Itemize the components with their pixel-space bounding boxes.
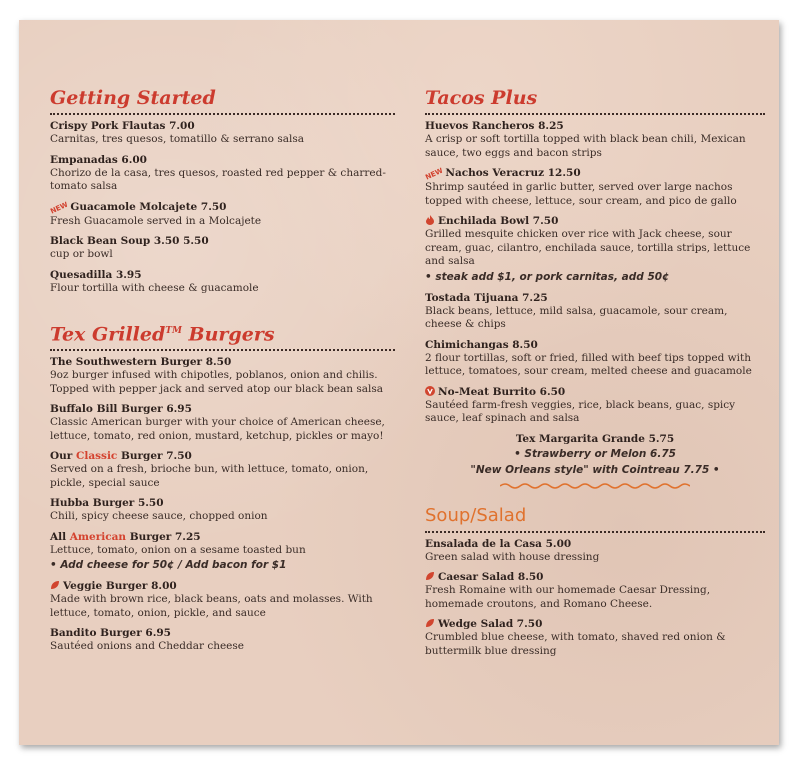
item-name: Huevos Rancheros 8.25 — [425, 120, 564, 132]
item-desc: Shrimp sautéed in garlic butter, served over large nachos topped with cheese, lettuce, sour cream, and pico de gallo — [425, 181, 737, 207]
item-name: Tostada Tijuana 7.25 — [425, 291, 548, 304]
item-name: Buffalo Bill Burger 6.95 — [50, 403, 192, 416]
item-name: Chimichangas 8.50 — [425, 338, 538, 351]
item-name: Nachos Veracruz 12.50 — [445, 167, 581, 179]
item-desc: Chorizo de la casa, tres quesos, roasted red pepper & charred-tomato salsa — [50, 166, 386, 192]
menu-item — [425, 214, 765, 285]
item-name: No-Meat Burrito 6.50 — [438, 385, 566, 398]
section-title-tacos: Tacos Plus — [425, 86, 765, 115]
item-desc: Crumbled blue cheese, with tomato, shaved red onion & buttermilk blue dressing — [425, 631, 726, 657]
menu-item — [50, 402, 395, 443]
new-badge: NEW — [49, 199, 70, 216]
item-desc: Black beans, lettuce, mild salsa, guacamole, sour cream, cheese & chips — [425, 304, 728, 330]
vegan-icon — [425, 386, 435, 396]
left-column — [50, 86, 395, 660]
leaf-icon — [50, 580, 60, 590]
item-extra: • steak add $1, or pork carnitas, add 50¢ — [425, 270, 670, 283]
item-name: Hubba Burger 5.50 — [50, 497, 164, 510]
item-name: Wedge Salad 7.50 — [438, 618, 543, 630]
item-desc: Served on a fresh, brioche bun, with lettuce, tomato, onion, pickle, special sauce — [50, 463, 369, 489]
item-desc: Made with brown rice, black beans, oats and molasses. With lettuce, tomato, onion, pickle, and sauce — [50, 593, 373, 619]
section-title-getting-started: Getting Started — [50, 86, 395, 115]
leaf-icon — [425, 618, 435, 628]
menu-item — [425, 537, 765, 565]
item-desc: Sautéed onions and Cheddar cheese — [50, 640, 244, 653]
item-desc: Chili, spicy cheese sauce, chopped onion — [50, 510, 268, 523]
item-name: Bandito Burger 6.95 — [50, 627, 171, 640]
menu-item — [425, 385, 765, 426]
menu-item — [425, 291, 765, 332]
menu-item — [425, 166, 765, 208]
leaf-icon — [425, 571, 435, 581]
menu-item — [50, 153, 395, 194]
trademark-mark: TM — [165, 326, 182, 336]
menu-item — [50, 200, 395, 229]
item-desc: A crisp or soft tortilla topped with black bean chili, Mexican sauce, two eggs and bacon strips — [425, 133, 746, 159]
item-desc: Grilled mesquite chicken over rice with Jack cheese, sour cream, guac, cilantro, enchilada sauce, tortilla strips, lettuce and salsa — [425, 228, 751, 267]
menu-item — [425, 338, 765, 379]
item-desc: Sautéed farm-fresh veggies, rice, black beans, guac, spicy sauce, leaf spinach and salsa — [425, 398, 736, 424]
item-name: Ensalada de la Casa 5.00 — [425, 537, 572, 550]
menu-item — [50, 449, 395, 490]
item-desc: Flour tortilla with cheese & guacamole — [50, 281, 259, 294]
item-name: Veggie Burger 8.00 — [63, 580, 177, 593]
right-column — [425, 86, 765, 664]
item-name: Empanadas 6.00 — [50, 153, 147, 166]
item-desc: Carnitas, tres quesos, tomatillo & serrano salsa — [50, 133, 304, 145]
item-name: Our Classic Burger 7.50 — [50, 450, 192, 463]
item-desc: Green salad with house dressing — [425, 550, 600, 563]
item-name: Guacamole Molcajete 7.50 — [70, 200, 227, 213]
item-desc: Classic American burger with your choice of American cheese, lettuce, tomato, red onion, mustard, ketchup, pickles or mayo! — [50, 416, 385, 442]
item-name: Crispy Pork Flautas 7.00 — [50, 120, 195, 132]
new-badge: NEW — [424, 166, 445, 182]
item-desc: 2 flour tortillas, soft or fried, filled with beef tips topped with lettuce, tomatoes, sour cream, melted cheese and guacamole — [425, 351, 752, 377]
item-name: The Southwestern Burger 8.50 — [50, 356, 232, 369]
item-desc: cup or bowl — [50, 248, 113, 260]
item-name: Caesar Salad 8.50 — [438, 571, 544, 583]
item-desc: 9oz burger infused with chipotles, poblanos, onion and chilis. Topped with pepper jack and served atop our black bean salsa — [50, 369, 384, 395]
menu-item — [425, 617, 765, 658]
menu-item — [50, 579, 395, 620]
section-title-soup-salad: Soup/Salad — [425, 504, 765, 533]
item-desc: Fresh Guacamole served in a Molcajete — [50, 214, 262, 227]
item-name: Quesadilla 3.95 — [50, 268, 142, 281]
section-title-burgers: Tex Grilled™ Burgers — [50, 319, 395, 351]
menu-item — [50, 268, 395, 296]
menu-item — [50, 234, 395, 262]
menu-item — [50, 119, 395, 147]
margarita-line-2: "New Orleans style" with Cointreau 7.75 • — [470, 463, 720, 476]
margarita-name: Tex Margarita Grande 5.75 — [515, 432, 675, 445]
menu-item — [50, 626, 395, 654]
margarita-block — [425, 432, 765, 490]
squiggle-divider — [500, 482, 690, 490]
menu-item — [50, 496, 395, 524]
menu-item — [425, 570, 765, 611]
item-name: Black Bean Soup 3.50 5.50 — [50, 235, 209, 247]
menu-item — [425, 119, 765, 160]
item-desc: Lettuce, tomato, onion on a sesame toasted bun — [50, 543, 306, 556]
item-name: All American Burger 7.25 — [50, 530, 201, 543]
menu-item — [50, 355, 395, 396]
flame-icon — [425, 215, 435, 225]
item-name: Enchilada Bowl 7.50 — [438, 215, 559, 227]
item-desc: Fresh Romaine with our homemade Caesar Dressing, homemade croutons, and Romano Cheese. — [425, 584, 711, 610]
item-extra: • Add cheese for 50¢ / Add bacon for $1 — [50, 559, 287, 572]
menu-sheet — [19, 20, 779, 745]
menu-item — [50, 530, 395, 574]
margarita-line-1: • Strawberry or Melon 6.75 — [514, 447, 676, 460]
